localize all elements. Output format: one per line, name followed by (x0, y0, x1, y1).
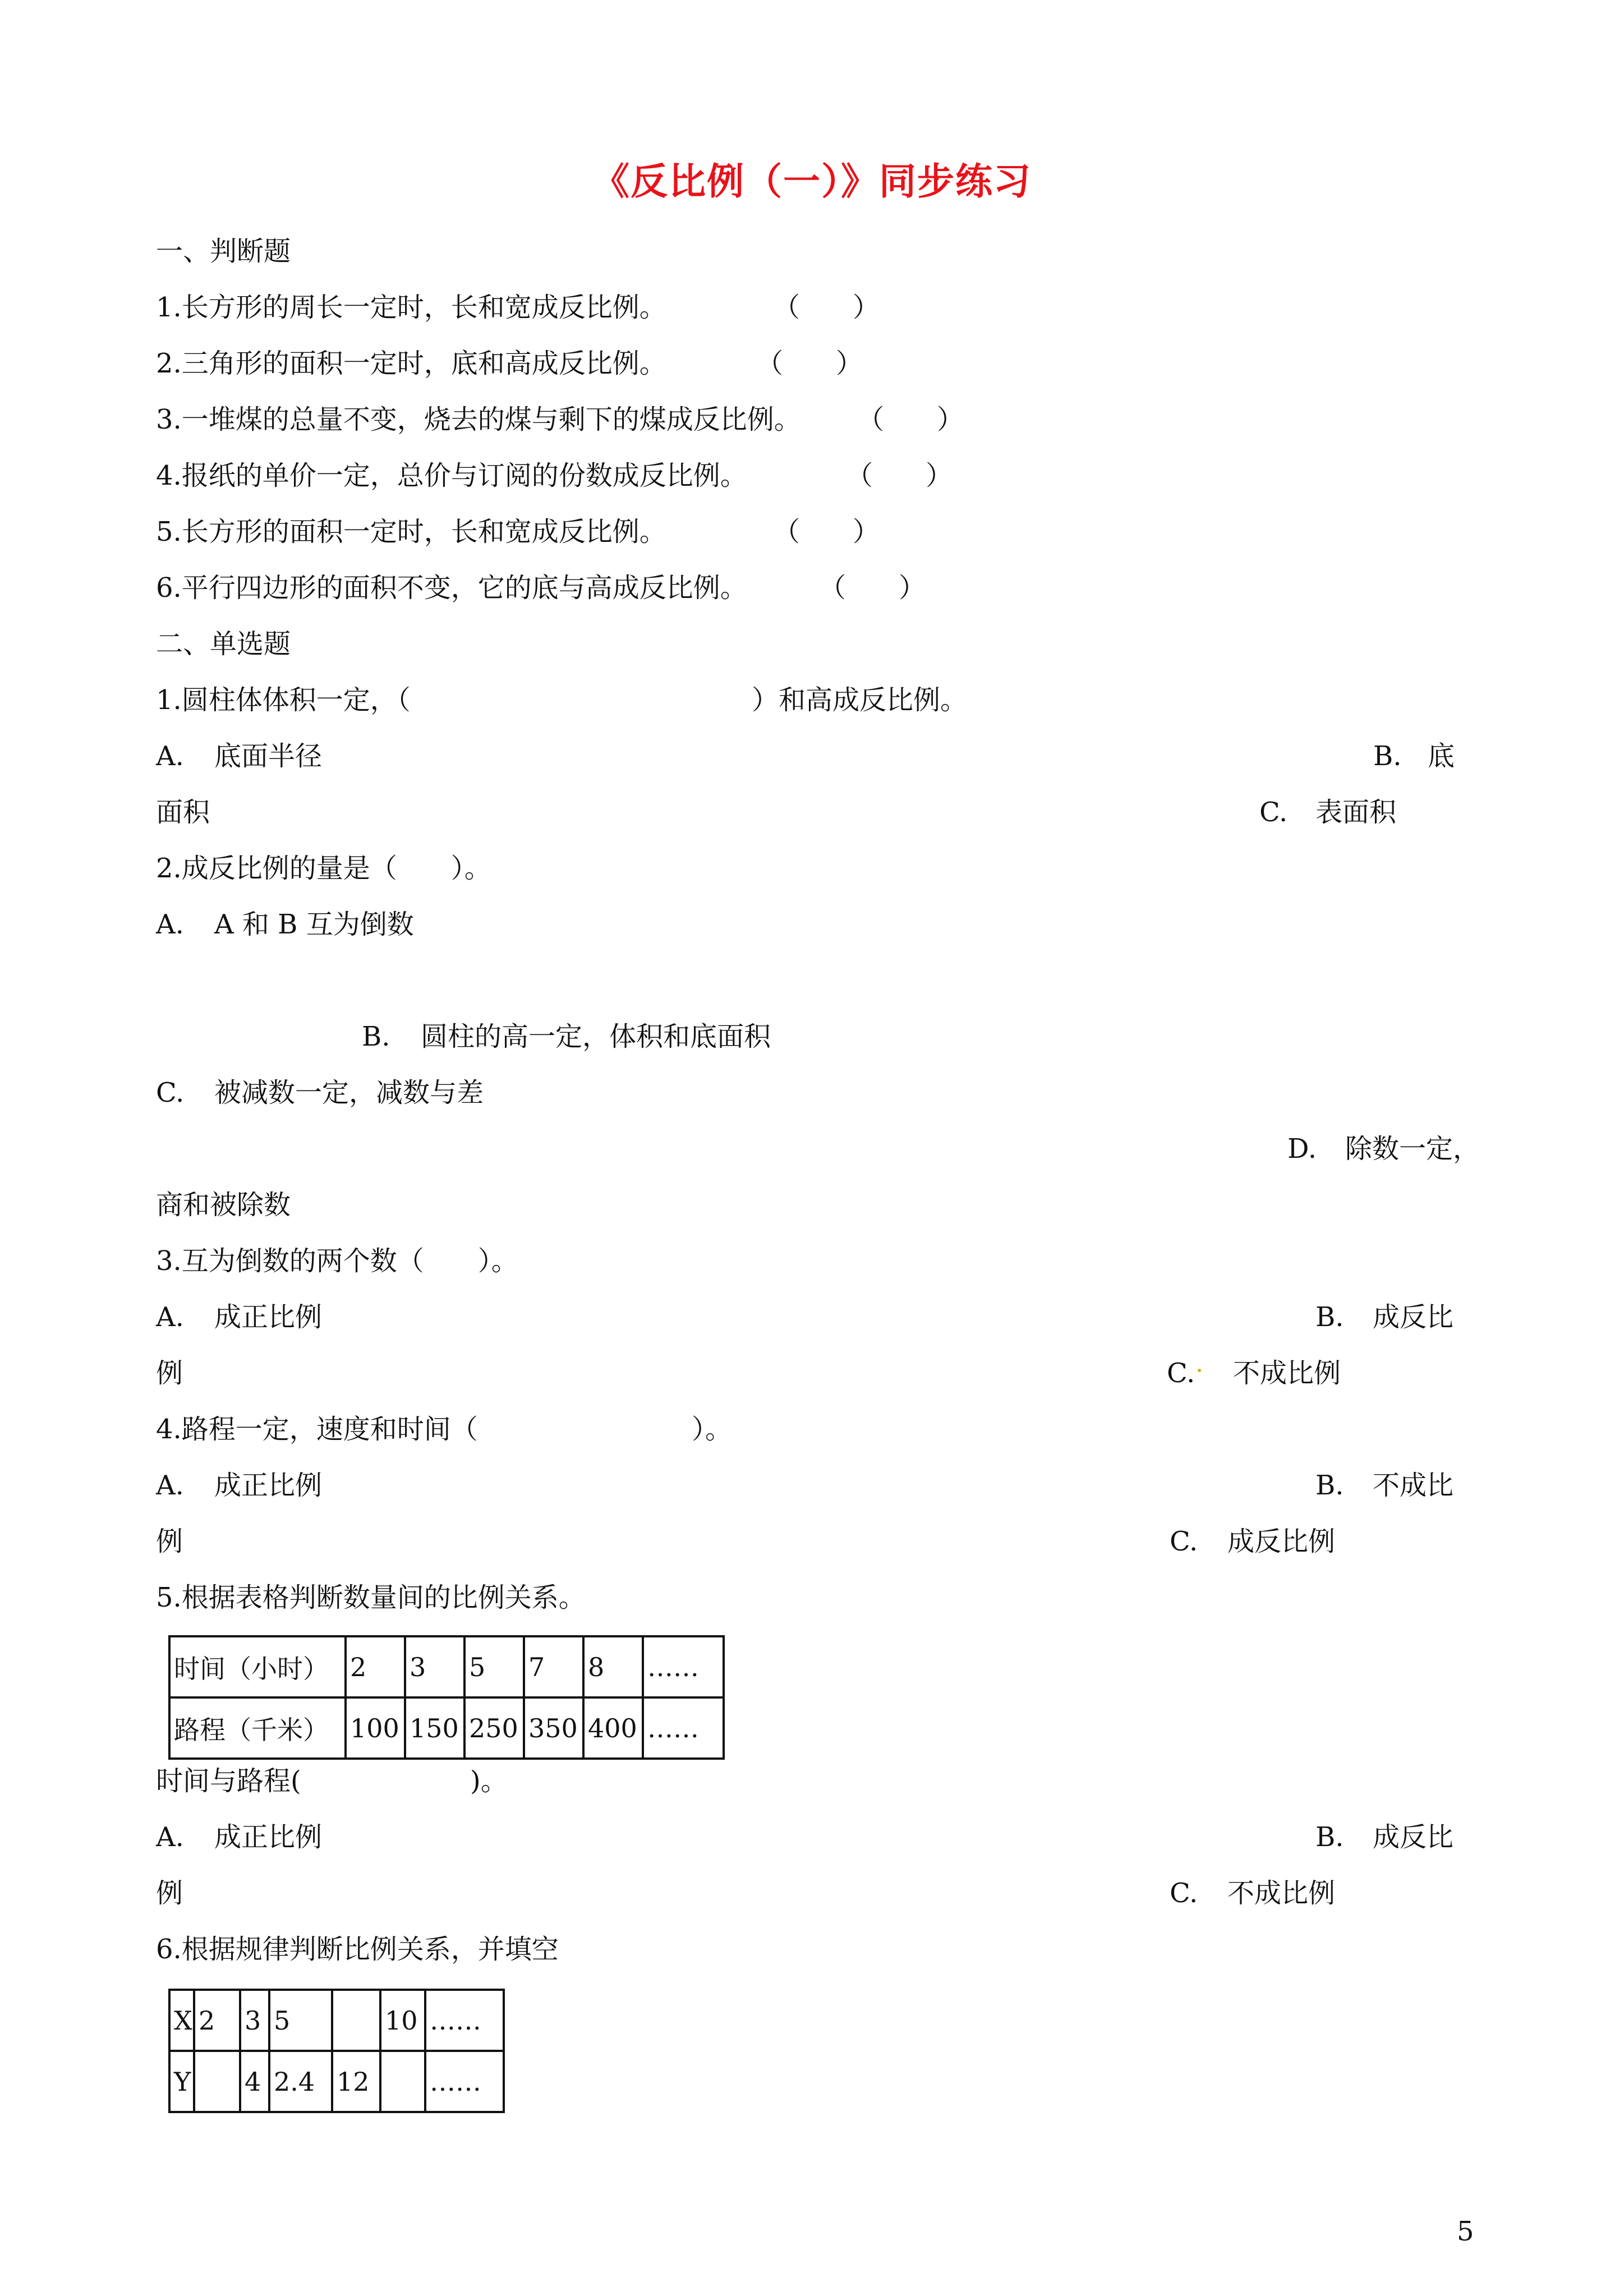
question-5-option-b-part1: 成反比 (1373, 1821, 1454, 1853)
question-1-option-b-part2: 面积 (156, 797, 210, 828)
question-5-stem: 5.根据表格判断数量间的比例关系。 (156, 1582, 586, 1613)
question-5-option-b-letter: B. (1315, 1821, 1344, 1853)
table-cell: 2 (194, 1990, 240, 2051)
question-2-option-a: A 和 B 互为倒数 (214, 909, 414, 940)
section-heading-single: 二、单选题 (156, 628, 291, 660)
answer-paren-close: ） (853, 516, 880, 547)
answer-paren-open: （ (846, 460, 873, 491)
table-cell: 3 (240, 1990, 269, 2051)
question-2-option-c: 被减数一定，减数与差 (214, 1077, 484, 1108)
table-row (169, 1636, 724, 1697)
table-row (169, 1990, 504, 2051)
table-cell: …… (643, 1697, 724, 1759)
question-5-prompt-end: )。 (470, 1765, 508, 1797)
judge-item-3: 3.一堆煤的总量不变，烧去的煤与剩下的煤成反比例。 (156, 404, 801, 435)
table-cell: 400 (583, 1697, 643, 1759)
answer-paren-open: （ (773, 292, 801, 323)
question-1-stem-start: 1.圆柱体体积一定，（ (156, 684, 411, 716)
question-2-option-a-letter: A. (156, 909, 184, 940)
table-cell: 150 (405, 1697, 464, 1759)
time-distance-table (168, 1635, 725, 1760)
table-cell: 5 (269, 1990, 332, 2051)
table-cell: …… (643, 1636, 724, 1697)
table-cell: 时间（小时） (169, 1636, 346, 1697)
table-row (169, 2051, 504, 2112)
table-cell: 250 (464, 1697, 524, 1759)
judge-item-4: 4.报纸的单价一定，总价与订阅的份数成反比例。 (156, 460, 747, 491)
table-cell: 4 (240, 2051, 269, 2112)
table-cell: 2.4 (269, 2051, 332, 2112)
table-cell: Y (169, 2051, 194, 2112)
stray-mark (1198, 1369, 1201, 1372)
table-cell: X (169, 1990, 194, 2051)
question-4-option-b-letter: B. (1315, 1470, 1344, 1501)
question-2-option-b-letter: B. (362, 1021, 390, 1052)
table-cell: 7 (524, 1636, 583, 1697)
answer-paren-open: （ (773, 516, 801, 547)
answer-paren-close: ） (937, 404, 964, 435)
question-3-option-b-letter: B. (1315, 1301, 1344, 1333)
question-3-option-c: 不成比例 (1233, 1358, 1341, 1389)
question-2-option-c-letter: C. (156, 1077, 185, 1108)
question-4-option-b-part2: 例 (156, 1526, 183, 1557)
question-1-option-c: 表面积 (1315, 797, 1397, 828)
question-5-prompt-start: 时间与路程( (156, 1765, 301, 1797)
question-3-stem: 3.互为倒数的两个数（ ）。 (156, 1245, 518, 1277)
table-cell: 100 (346, 1697, 405, 1759)
xy-table (168, 1989, 505, 2113)
judge-item-2: 2.三角形的面积一定时，底和高成反比例。 (156, 348, 666, 379)
answer-paren-close: ） (836, 348, 863, 379)
table-cell: …… (425, 1990, 504, 2051)
table-cell (380, 2051, 425, 2112)
judge-item-5: 5.长方形的面积一定时，长和宽成反比例。 (156, 516, 666, 547)
question-3-option-a: 成正比例 (214, 1301, 323, 1333)
question-3-option-b-part2: 例 (156, 1358, 183, 1389)
answer-paren-close: ） (926, 460, 953, 491)
question-1-stem-end: ）和高成反比例。 (752, 684, 968, 716)
answer-paren-open: （ (756, 348, 784, 379)
question-4-option-a-letter: A. (156, 1470, 184, 1501)
answer-paren-close: ） (853, 292, 880, 323)
answer-paren-open: （ (857, 404, 885, 435)
question-5-option-c-letter: C. (1170, 1878, 1198, 1909)
table-cell: …… (425, 2051, 504, 2112)
table-row (169, 1697, 724, 1759)
judge-item-1: 1.长方形的周长一定时，长和宽成反比例。 (156, 292, 666, 323)
question-3-option-b-part1: 成反比 (1373, 1301, 1454, 1333)
question-1-option-c-letter: C. (1259, 797, 1288, 828)
table-cell: 10 (380, 1990, 425, 2051)
question-4-option-c: 成反比例 (1227, 1526, 1336, 1557)
question-5-option-b-part2: 例 (156, 1878, 183, 1909)
question-4-option-b-part1: 不成比 (1373, 1470, 1454, 1501)
question-3-option-a-letter: A. (156, 1301, 184, 1333)
section-heading-judge: 一、判断题 (156, 236, 291, 267)
table-cell: 5 (464, 1636, 524, 1697)
page-number: 5 (1457, 2216, 1474, 2247)
question-2-option-d-part1: 除数一定， (1345, 1133, 1480, 1165)
question-2-option-d-letter: D. (1287, 1133, 1317, 1165)
question-4-option-a: 成正比例 (214, 1470, 323, 1501)
table-cell: 8 (583, 1636, 643, 1697)
question-4-option-c-letter: C. (1170, 1526, 1198, 1557)
question-5-option-c: 不成比例 (1227, 1878, 1336, 1909)
question-6-stem: 6.根据规律判断比例关系，并填空 (156, 1934, 559, 1965)
question-3-option-c-letter: C. (1167, 1358, 1195, 1389)
question-2-option-d-part2: 商和被除数 (156, 1189, 291, 1221)
page-title: 《反比例（一）》同步练习 (592, 159, 1032, 203)
question-4-stem-end: ）。 (692, 1414, 733, 1445)
table-cell: 2 (346, 1636, 405, 1697)
table-cell: 3 (405, 1636, 464, 1697)
table-cell (332, 1990, 380, 2051)
question-2-stem: 2.成反比例的量是（ ）。 (156, 853, 491, 884)
table-cell: 350 (524, 1697, 583, 1759)
question-1-option-b-part1: 底 (1428, 740, 1455, 772)
table-cell: 12 (332, 2051, 380, 2112)
table-cell: 路程（千米） (169, 1697, 346, 1759)
judge-item-6: 6.平行四边形的面积不变，它的底与高成反比例。 (156, 572, 747, 604)
answer-paren-open: （ (819, 572, 846, 604)
question-5-option-a: 成正比例 (214, 1821, 323, 1853)
question-1-option-a: 底面半径 (214, 740, 323, 772)
question-5-option-a-letter: A. (156, 1821, 184, 1853)
table-cell (194, 2051, 240, 2112)
question-1-option-a-letter: A. (156, 740, 184, 772)
answer-paren-close: ） (899, 572, 926, 604)
question-2-option-b: 圆柱的高一定，体积和底面积 (421, 1021, 771, 1052)
question-1-option-b-letter: B. (1373, 740, 1402, 772)
question-4-stem-start: 4.路程一定，速度和时间（ (156, 1414, 478, 1445)
